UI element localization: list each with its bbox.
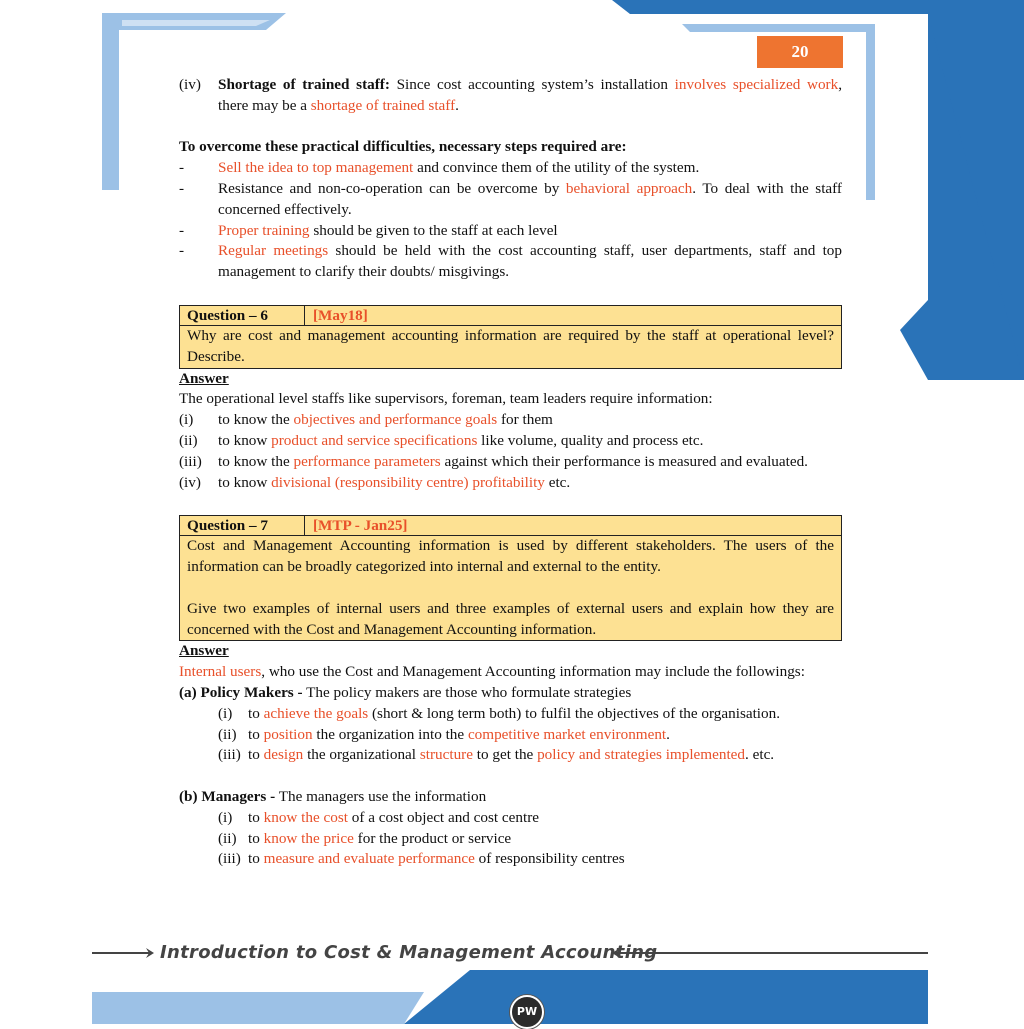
question-7-box: [179, 515, 842, 641]
question-label: Question – 7: [180, 516, 305, 535]
page-number: 20: [757, 36, 843, 68]
item-marker: (iv): [179, 76, 201, 93]
answer-intro: Internal users, who use the Cost and Management Accounting information may include the followings:: [179, 663, 805, 681]
step-item: - Proper training should be given to the staff at each level: [179, 221, 558, 239]
answer-subitem: (iii) to design the organizational structure to get the policy and strategies implemented. etc.: [218, 746, 775, 764]
answer-label: Answer: [179, 642, 229, 660]
step-item: - Regular meetings should be held with the cost accounting staff, user departments, staff and top management to clarify their doubts/ misgivings.: [179, 242, 842, 281]
managers-heading: (b) Managers - The managers use the information: [179, 787, 487, 805]
item-title: Shortage of trained staff:: [218, 76, 390, 93]
step-item: - Sell the idea to top management and convince them of the utility of the system.: [179, 159, 700, 177]
question-text: Cost and Management Accounting information is used by different stakeholders. The users of the information can be broadly categorized into internal and external to the entity.: [187, 537, 834, 576]
answer-subitem: (iii) to measure and evaluate performance of responsibility centres: [218, 850, 625, 868]
pw-logo: PW: [510, 995, 544, 1029]
answer-item: (iii) to know the performance parameters against which their performance is measured and evaluated.: [179, 452, 808, 470]
answer-intro: The operational level staffs like supervisors, foreman, team leaders require information:: [179, 390, 713, 408]
answer-item: (i) to know the objectives and performance goals for them: [179, 411, 553, 429]
question-text: Why are cost and management accounting information are required by the staff at operational level? Describe.: [187, 326, 834, 365]
question-label: Question – 6: [180, 306, 305, 325]
highlight-text: involves specialized work: [674, 76, 839, 93]
steps-heading: To overcome these practical difficulties, necessary steps required are:: [179, 138, 627, 156]
footer-title: Introduction to Cost & Management Accounting: [160, 942, 658, 963]
answer-subitem: (i) to know the cost of a cost object and cost centre: [218, 808, 540, 826]
page-content: [179, 75, 842, 870]
answer-subitem: (i) to achieve the goals (short & long term both) to fulfil the objectives of the organisation.: [218, 704, 781, 722]
answer-item: (ii) to know product and service specifications like volume, quality and process etc.: [179, 431, 704, 449]
question-text: Give two examples of internal users and three examples of external users and explain how they are concerned with the Cost and Management Accounting information.: [187, 599, 834, 638]
question-tag: [MTP - Jan25]: [313, 517, 408, 535]
question-tag: [May18]: [313, 306, 368, 324]
highlight-text: shortage of trained staff: [310, 96, 456, 114]
answer-item: (iv) to know divisional (responsibility centre) profitability etc.: [179, 473, 571, 491]
policy-makers-heading: (a) Policy Makers - The policy makers are those who formulate strategies: [179, 683, 632, 701]
answer-label: Answer: [179, 369, 229, 387]
question-6-box: [179, 305, 842, 369]
answer-subitem: (ii) to know the price for the product or service: [218, 829, 512, 847]
answer-subitem: (ii) to position the organization into the competitive market environment.: [218, 725, 670, 743]
step-item: - Resistance and non-co-operation can be overcome by behavioral approach. To deal with the staff concerned effectively.: [179, 179, 842, 218]
difficulty-item-iv: (iv) Shortage of trained staff: Since cost accounting system’s installation involves specialized work, there may be a shortage of trained staff.: [179, 75, 842, 117]
